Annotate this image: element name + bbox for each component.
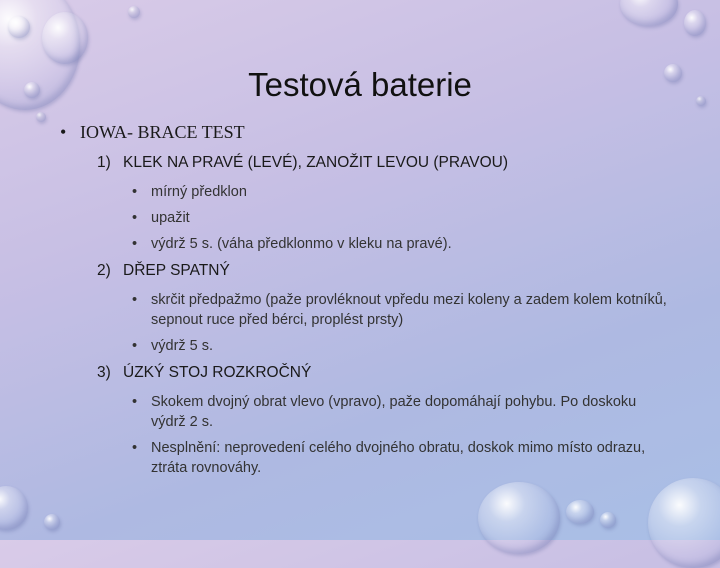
list-item: [132, 438, 652, 478]
list-item: [132, 336, 672, 356]
item-label: DŘEP SPATNÝ: [123, 262, 230, 279]
list-item: [132, 182, 672, 202]
list-item-text: upažit: [151, 210, 190, 226]
list-item-text: mírný předklon: [151, 184, 247, 200]
main-bullet: [60, 122, 245, 143]
item-number: 1): [97, 154, 111, 171]
bullet-icon: •: [132, 440, 138, 456]
list-item-text: Nesplnění: neprovedení celého dvojného obratu, doskok mimo místo odrazu, ztráta rovnováhy.: [151, 440, 646, 476]
numbered-item-1: [97, 154, 508, 172]
item-label: ÚZKÝ STOJ ROZKROČNÝ: [123, 364, 312, 381]
main-bullet-text: IOWA- BRACE TEST: [80, 122, 245, 142]
list-item-text: Skokem dvojný obrat vlevo (vpravo), paže dopomáhají pohybu. Po doskoku výdrž 2 s.: [151, 394, 637, 430]
list-item: [132, 234, 672, 254]
bullet-icon: •: [132, 184, 138, 200]
bullet-icon: •: [132, 210, 138, 226]
list-item: [132, 290, 667, 330]
numbered-item-2: [97, 262, 230, 280]
page-title: Testová baterie: [248, 66, 472, 103]
list-item: [132, 392, 637, 432]
bullet-icon: •: [132, 292, 138, 308]
bullet-icon: •: [132, 394, 138, 410]
item-label: KLEK NA PRAVÉ (LEVÉ), ZANOŽIT LEVOU (PRAVOU): [123, 154, 509, 171]
bullet-icon: •: [60, 122, 67, 142]
bullet-icon: •: [132, 338, 138, 354]
list-item: [132, 208, 672, 228]
list-item-text: skrčit předpažmo (paže provléknout vpředu mezi koleny a zadem kolem kotníků, sepnout ruce před bérci, proplést prsty): [151, 292, 667, 328]
bullet-icon: •: [132, 236, 138, 252]
item-number: 3): [97, 364, 111, 381]
item-number: 2): [97, 262, 111, 279]
list-item-text: výdrž 5 s. (váha předklonmo v kleku na pravé).: [151, 236, 452, 252]
list-item-text: výdrž 5 s.: [151, 338, 214, 354]
numbered-item-3: [97, 364, 311, 382]
